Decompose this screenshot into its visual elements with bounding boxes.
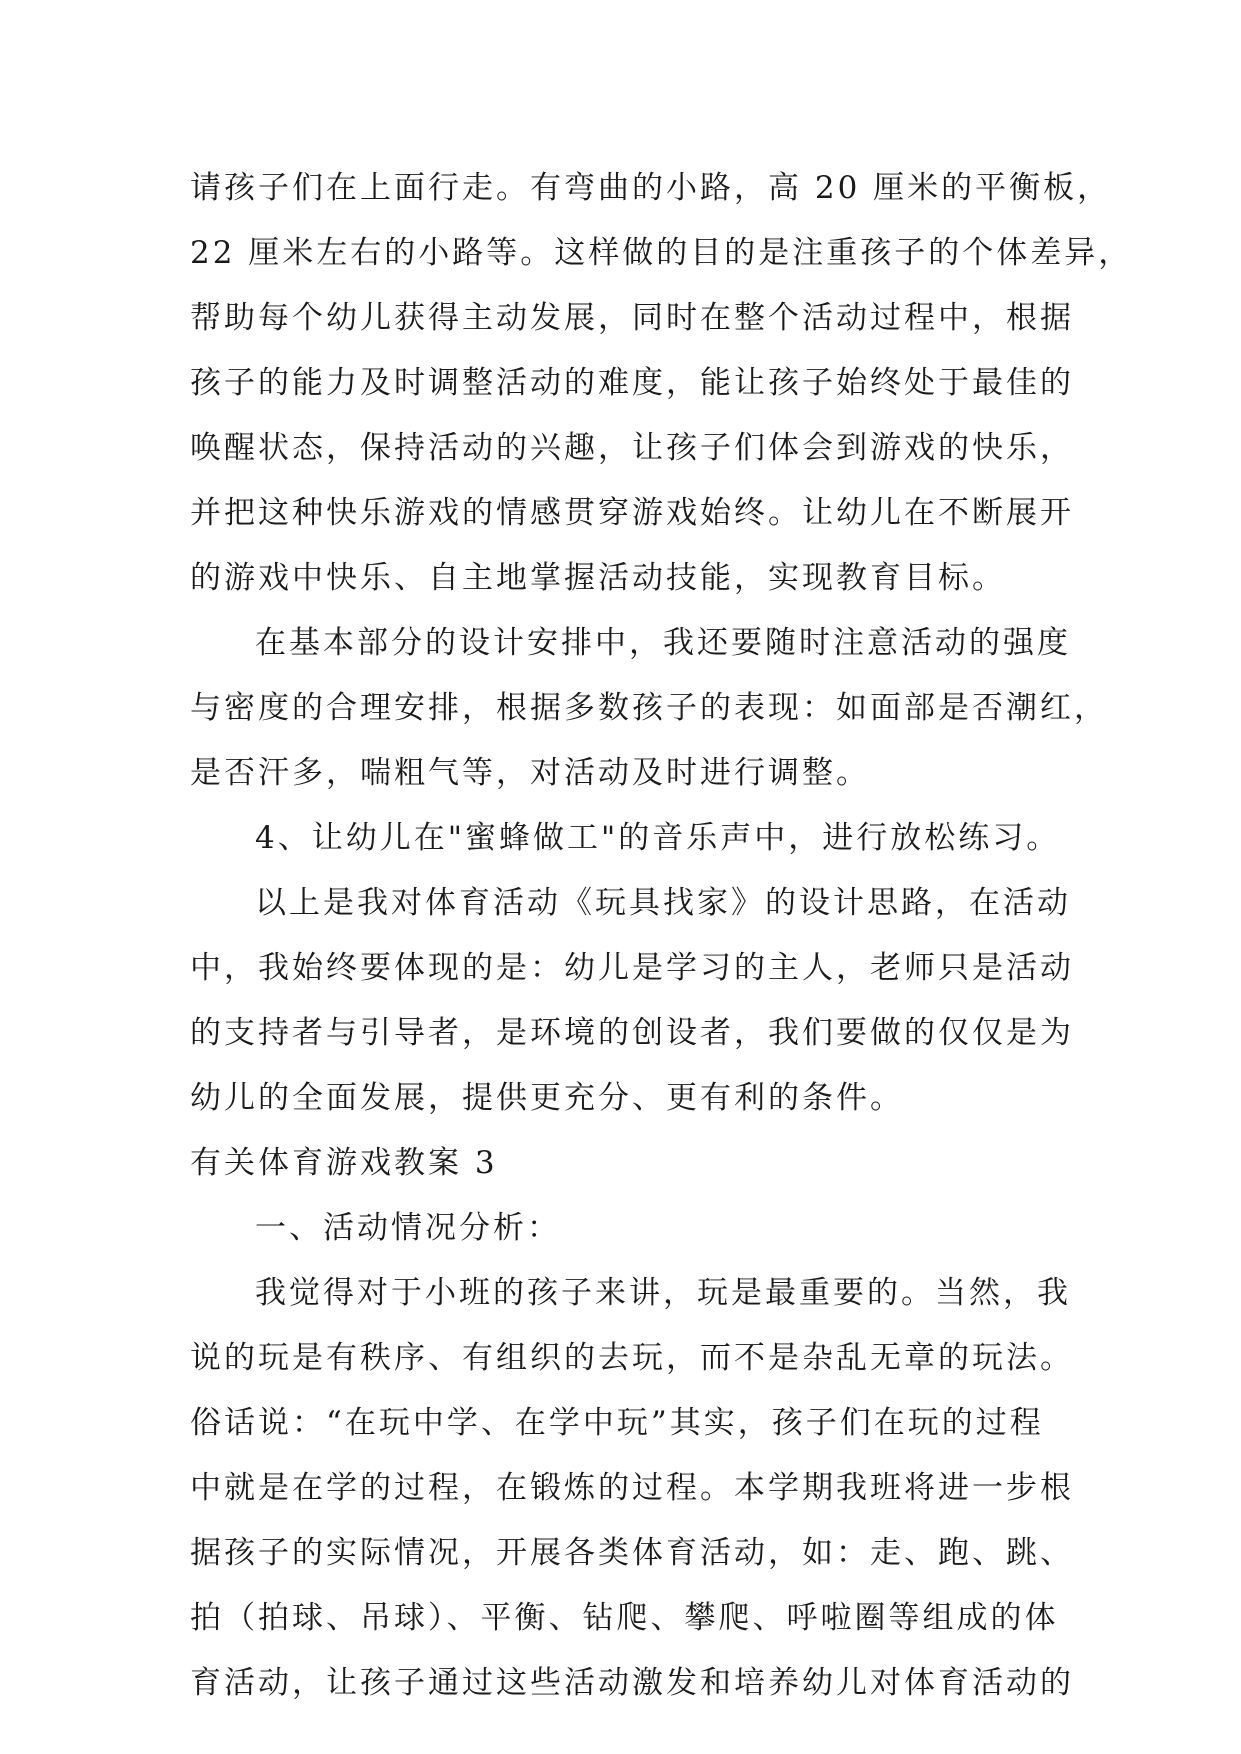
text-line: 在基本部分的设计安排中，我还要随时注意活动的强度: [255, 625, 1071, 661]
text-line: 22 厘米左右的小路等。这样做的目的是注重孩子的个体差异，: [190, 235, 1133, 271]
text-line: 帮助每个幼儿获得主动发展，同时在整个活动过程中，根据: [190, 300, 1074, 336]
text-line: 幼儿的全面发展，提供更充分、更有利的条件。: [190, 1080, 904, 1116]
text-line: 4、让幼儿在"蜜蜂做工"的音乐声中，进行放松练习。: [255, 820, 1061, 856]
text-line: 的游戏中快乐、自主地掌握活动技能，实现教育目标。: [190, 560, 1006, 596]
text-line: 孩子的能力及时调整活动的难度，能让孩子始终处于最佳的: [190, 365, 1074, 401]
text-line: 据孩子的实际情况，开展各类体育活动，如：走、跑、跳、: [190, 1535, 1074, 1571]
text-line: 并把这种快乐游戏的情感贯穿游戏始终。让幼儿在不断展开: [190, 495, 1074, 531]
text-line: 请孩子们在上面行走。有弯曲的小路，高 20 厘米的平衡板，: [190, 170, 1112, 206]
text-line: 与密度的合理安排，根据多数孩子的表现：如面部是否潮红，: [190, 690, 1108, 726]
text-line: 中，我始终要体现的是：幼儿是学习的主人，老师只是活动: [190, 950, 1074, 986]
text-line: 说的玩是有秩序、有组织的去玩，而不是杂乱无章的玩法。: [190, 1340, 1074, 1376]
text-line: 我觉得对于小班的孩子来讲，玩是最重要的。当然，我: [255, 1275, 1071, 1311]
text-line: 以上是我对体育活动《玩具找家》的设计思路，在活动: [255, 885, 1071, 921]
section-heading: 有关体育游戏教案 3: [190, 1145, 498, 1181]
text-line: 拍（拍球、吊球）、平衡、钻爬、攀爬、呼啦圈等组成的体: [190, 1600, 1059, 1636]
text-line: 育活动，让孩子通过这些活动激发和培养幼儿对体育活动的: [190, 1665, 1074, 1701]
text-line: 中就是在学的过程，在锻炼的过程。本学期我班将进一步根: [190, 1470, 1074, 1506]
text-line: 唤醒状态，保持活动的兴趣，让孩子们体会到游戏的快乐，: [190, 430, 1074, 466]
text-line: 的支持者与引导者，是环境的创设者，我们要做的仅仅是为: [190, 1015, 1074, 1051]
subheading: 一、活动情况分析：: [255, 1210, 561, 1246]
text-line: 俗话说：“在玩中学、在学中玩”其实，孩子们在玩的过程: [190, 1405, 1044, 1441]
text-line: 是否汗多，喘粗气等，对活动及时进行调整。: [190, 755, 870, 791]
